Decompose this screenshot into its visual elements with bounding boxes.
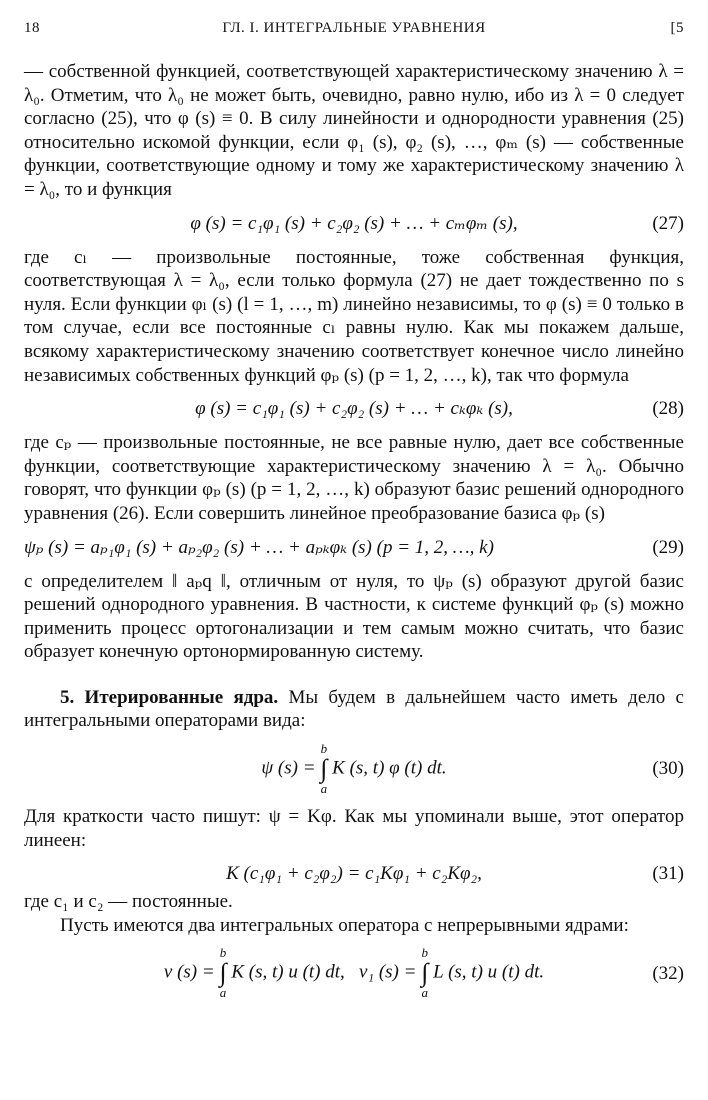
equation-formula: [24, 742, 684, 796]
integral-sign-icon: ∫: [421, 958, 429, 988]
equation-number: (29): [652, 536, 684, 558]
paragraph: [24, 686, 684, 733]
equation-number: (31): [652, 863, 684, 885]
equation-32: [24, 937, 684, 1009]
equation-lhs: ψ (s) =: [261, 757, 321, 779]
equation-integrand: L (s, t) u (t) dt.: [433, 961, 545, 983]
equation-31: [24, 852, 684, 896]
equation-formula: ψₚ (s) = aₚ₁φ₁ (s) + aₚ₂φ₂ (s) + … + aₚₖφₖ (s) (p = 1, 2, …, k): [24, 536, 494, 558]
equation-formula: φ (s) = c₁φ₁ (s) + c₂φ₂ (s) + … + cₘφₘ (s),: [190, 212, 518, 234]
paragraph: Для краткости часто пишут: ψ = Kφ. Как мы упоминали выше, этот оператор линеен:: [24, 806, 684, 851]
equation-number: (28): [652, 398, 684, 420]
equation-integrand: K (s, t) u (t) dt,: [231, 961, 345, 983]
paragraph: Пусть имеются два интегральных оператора с непрерывными ядрами:: [60, 914, 629, 936]
equation-formula: φ (s) = c₁φ₁ (s) + c₂φ₂ (s) + … + cₖφₖ (s),: [195, 398, 513, 420]
equation-integrand: K (s, t) φ (t) dt.: [332, 757, 447, 779]
paragraph: где c₁ и c₂ — постоянные.: [24, 891, 233, 913]
equation-formula: K (c₁φ₁ + c₂φ₂) = c₁Kφ₁ + c₂Kφ₂,: [226, 863, 482, 885]
equation-lhs: v₁ (s) =: [359, 961, 422, 983]
paragraph: — собственной функцией, соответствующей характеристическому значению λ = λ₀. Отметим, что λ₀ не может быть, очевидно, равно нулю, ибо из λ = 0 следует согласно (25), что φ (s) ≡ 0. В силу линейности и однородности уравнения (25) относительно искомой функции, если φ₁ (s), φ₂ (s), …, φₘ (s) — собственные функции, соответствующие одному и тому же характеристическому значению λ = λ₀, то и функция: [24, 61, 684, 200]
equation-lhs: v (s) =: [163, 961, 220, 983]
equation-30: [24, 733, 684, 805]
equation-27: [24, 202, 684, 246]
integral-sign-icon: ∫: [219, 958, 227, 988]
integral-upper-limit: b: [421, 945, 429, 961]
page-number: 18: [24, 20, 40, 36]
paragraph: где cₗ — произвольные постоянные, тоже собственная функция, соответствующая λ = λ₀, если только формула (27) не дает тождественно по s нуля. Если функции φₗ (s) (l = 1, …, m) линейно независимы, то φ (s) ≡ 0 только в том случае, если все постоянные cₗ равны нулю. Как мы покажем дальше, всякому характеристическому значению соответствует конечное число линейно независимых собственных функций φₚ (s) (p = 1, 2, …, k), так что формула: [24, 246, 684, 386]
equation-formula: [24, 946, 684, 1000]
section-heading: 5. Итерированные ядра.: [60, 686, 279, 708]
equation-29: [24, 526, 684, 570]
chapter-title: ГЛ. I. ИНТЕГРАЛЬНЫЕ УРАВНЕНИЯ: [222, 20, 486, 36]
equation-number: (27): [652, 212, 684, 234]
integral-lower-limit: a: [421, 985, 429, 1001]
integral-upper-limit: b: [320, 741, 328, 757]
integral-upper-limit: b: [219, 945, 227, 961]
equation-28: [24, 387, 684, 431]
section-mark: [5: [670, 20, 684, 36]
integral-lower-limit: a: [219, 985, 227, 1001]
paragraph: с определителем ‖ aₚq ‖, отличным от нуля, то ψₚ (s) образуют другой базис решений однородного уравнения. В частности, к системе функций φₚ (s) можно применить процесс ортогонализации и тем самым можно считать, что базис образует конечную ортонормированную систему.: [24, 570, 684, 663]
page-body: [24, 60, 684, 1009]
integral-lower-limit: a: [320, 781, 328, 797]
running-header: [24, 20, 684, 46]
integral-sign-icon: ∫: [320, 754, 328, 784]
paragraph: где cₚ — произвольные постоянные, не все равные нулю, дает все собственные функции, соответствующие характеристическому значению λ = λ₀. Обычно говорят, что функции φₚ (s) (p = 1, 2, …, k) образуют базис решений однородного уравнения (26). Если совершить линейное преобразование базиса φₚ (s): [24, 432, 684, 524]
equation-number: (30): [652, 758, 684, 780]
equation-number: (32): [652, 962, 684, 984]
section-gap: [24, 664, 684, 686]
paragraph-text: Мы будем в дальнейшем часто иметь дело с интегральными операторами вида:: [24, 686, 684, 732]
